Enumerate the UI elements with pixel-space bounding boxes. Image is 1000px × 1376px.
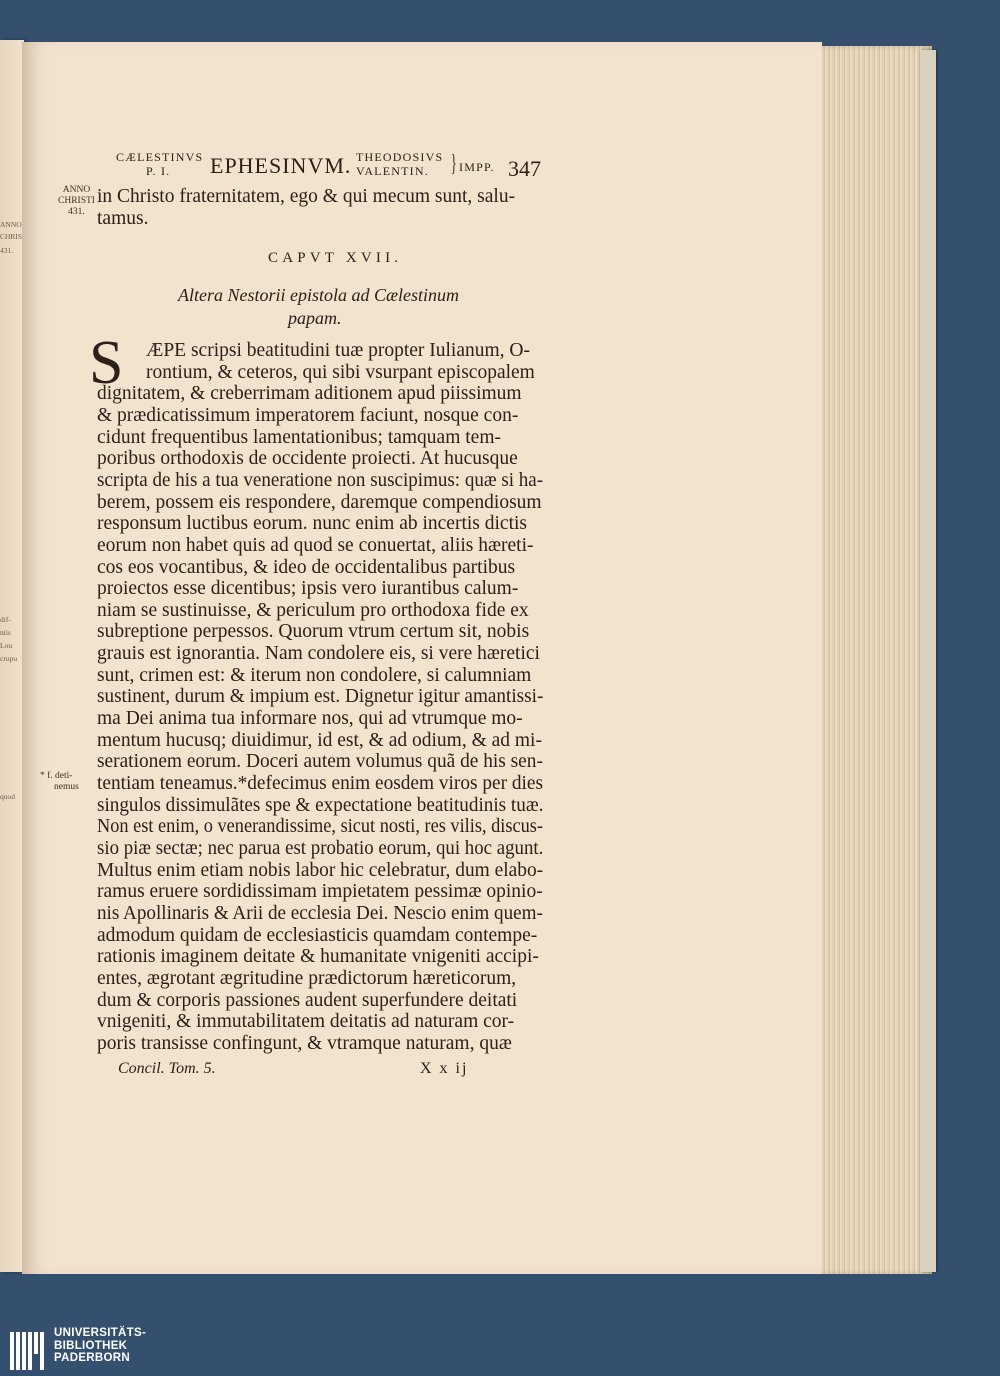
body-line: rationis imaginem deitate & humanitate vnigeniti accipi- bbox=[97, 946, 539, 968]
library-name bbox=[54, 1327, 146, 1365]
margin-note-marker: * f. deti- bbox=[40, 771, 73, 781]
chapter-subtitle: Altera Nestorii epistola ad Cælestinum bbox=[178, 285, 460, 305]
header-right-bottom: VALENTIN. bbox=[356, 164, 429, 178]
page-block-edges bbox=[812, 46, 932, 1274]
body-line: dignitatem, & creberrimam aditionem apud piissimum bbox=[97, 383, 522, 405]
text-line: in Christo fraternitatem, ego & qui mecum sunt, salu- bbox=[97, 186, 516, 207]
header-right-top: THEODOSIVS bbox=[356, 150, 444, 164]
header-impp: IMPP. bbox=[459, 160, 495, 174]
facing-page-edge bbox=[0, 40, 24, 1272]
body-line: poris transisse confingunt, & vtramque naturam, quæ bbox=[97, 1032, 512, 1054]
chapter-subtitle-cont: papam. bbox=[288, 308, 342, 328]
body-line: cos eos vocantibus, & ideo de occidentalibus partibus bbox=[97, 556, 516, 578]
library-name-line: UNIVERSITÄTS- bbox=[54, 1327, 147, 1339]
margin-anno-word: ANNO bbox=[62, 185, 91, 195]
facing-page-fragment: dif- bbox=[0, 615, 11, 624]
library-footer-bar bbox=[0, 1326, 1000, 1376]
body-line: tentiam teneamus.*defecimus enim eosdem viros per dies bbox=[97, 773, 543, 794]
body-line: sunt, crimen est: & iterum non condolere, si calumniam bbox=[97, 664, 532, 686]
body-line: ma Dei anima tua informare nos, qui ad vtrumque mo- bbox=[97, 708, 523, 730]
body-line: ÆPE scripsi beatitudini tuæ propter Iulianum, O- bbox=[146, 340, 530, 361]
text-line: tamus. bbox=[97, 208, 149, 229]
body-line: sio piæ sectæ; nec parua est probatio eorum, qui hoc agunt. bbox=[97, 837, 544, 859]
library-name-line: BIBLIOTHEK bbox=[54, 1339, 128, 1352]
margin-anno bbox=[58, 185, 95, 218]
footer-signature-left: Concil. Tom. 5. bbox=[118, 1060, 216, 1077]
body-line: subreptione perpessos. Quorum vtrum certum sit, nobis bbox=[97, 621, 530, 643]
body-line: niam se sustinuisse, & periculum pro orthodoxa fide ex bbox=[97, 599, 529, 621]
header-right bbox=[356, 150, 443, 178]
body-line: nis Apollinaris & Arii de ecclesia Dei. Nescio enim quem- bbox=[97, 902, 543, 924]
body-line: responsum luctibus eorum. nunc enim ab incertis dictis bbox=[97, 513, 527, 535]
facing-page-fragment: 431. bbox=[0, 246, 14, 255]
body-line: grauis est ignorantia. Nam condolere eis, si vere hæretici bbox=[97, 643, 540, 665]
facing-page-fragment: CHRIS bbox=[0, 232, 23, 241]
body-line: admodum quidam de ecclesiasticis quamdam contempe- bbox=[97, 924, 538, 946]
body-line: cidunt frequentibus lamentationibus; tamquam tem- bbox=[97, 426, 501, 448]
facing-page-fragment: ANNO bbox=[0, 220, 22, 229]
facing-page-fragment: Lou bbox=[0, 641, 13, 650]
header-brace: } bbox=[450, 151, 457, 177]
drop-cap: S bbox=[89, 329, 124, 397]
body-line: scripta de his a tua veneratione non suscipimus: quæ si ha- bbox=[97, 469, 544, 491]
body-line: ramus eruere sordidissimam impietatem pessimæ opinio- bbox=[97, 881, 543, 903]
body-line: berem, possem eis respondere, daremque compendiosum bbox=[97, 491, 542, 513]
body-line: vnigeniti, & immutabilitatem deitatis ad naturam cor- bbox=[97, 1011, 515, 1033]
margin-year: 431. bbox=[68, 207, 85, 217]
body-line: Multus enim etiam nobis labor hic celebratur, dum elabo- bbox=[97, 859, 544, 881]
body-line: singulos dissimulãtes spe & expectatione beatitudinis tuæ. bbox=[97, 794, 544, 816]
body-line: proiectos esse dicentibus; ipsis vero iurantibus calum- bbox=[97, 578, 519, 600]
chapter-heading: CAPVT XVII. bbox=[268, 250, 403, 266]
facing-page-fragment: crupu bbox=[0, 654, 18, 663]
body-line: dum & corporis passiones audent superfundere deitati bbox=[97, 989, 518, 1011]
body-line: & prædicatissimum imperatorem faciunt, nosque con- bbox=[97, 404, 519, 426]
facing-page-fragment: quod bbox=[0, 792, 15, 801]
page-number: 347 bbox=[508, 156, 541, 181]
body-line: entes, ægrotant ægritudine prædictorum hæreticorum, bbox=[97, 967, 517, 989]
body-line: poribus orthodoxis de occidente proiecti. At hucusque bbox=[97, 448, 518, 470]
body-line: Non est enim, o venerandissime, sicut nosti, res vilis, discus- bbox=[97, 816, 543, 838]
page-title: EPHESINVM. bbox=[210, 153, 352, 178]
margin-note-cont: nemus bbox=[54, 782, 79, 792]
library-name-line: PADERBORN bbox=[54, 1352, 130, 1364]
body-line: eorum non habet quis ad quod se conuertat, aliis hæreti- bbox=[97, 534, 534, 556]
header-left-top: CÆLESTINVS bbox=[116, 150, 204, 164]
facing-page-fragment: ntis bbox=[0, 628, 11, 637]
margin-note bbox=[40, 771, 79, 793]
header-left bbox=[116, 150, 203, 178]
header-left-bottom: P. I. bbox=[146, 164, 171, 178]
footer-signature-mark: X x ij bbox=[420, 1060, 469, 1077]
margin-christi-word: CHRISTI bbox=[58, 196, 95, 206]
body-line: rontium, & ceteros, qui sibi vsurpant episcopalem bbox=[146, 361, 535, 383]
library-logo-icon bbox=[10, 1332, 48, 1370]
book-cover-edge bbox=[920, 50, 936, 1272]
body-line: serationem eorum. Doceri autem volumus quã de his sen- bbox=[97, 751, 543, 773]
body-line: mentum hucusq; diuidimur, id est, & ad odium, & ad mi- bbox=[97, 729, 542, 751]
body-line: sustinent, durum & impium est. Dignetur igitur amantissi- bbox=[97, 686, 544, 708]
